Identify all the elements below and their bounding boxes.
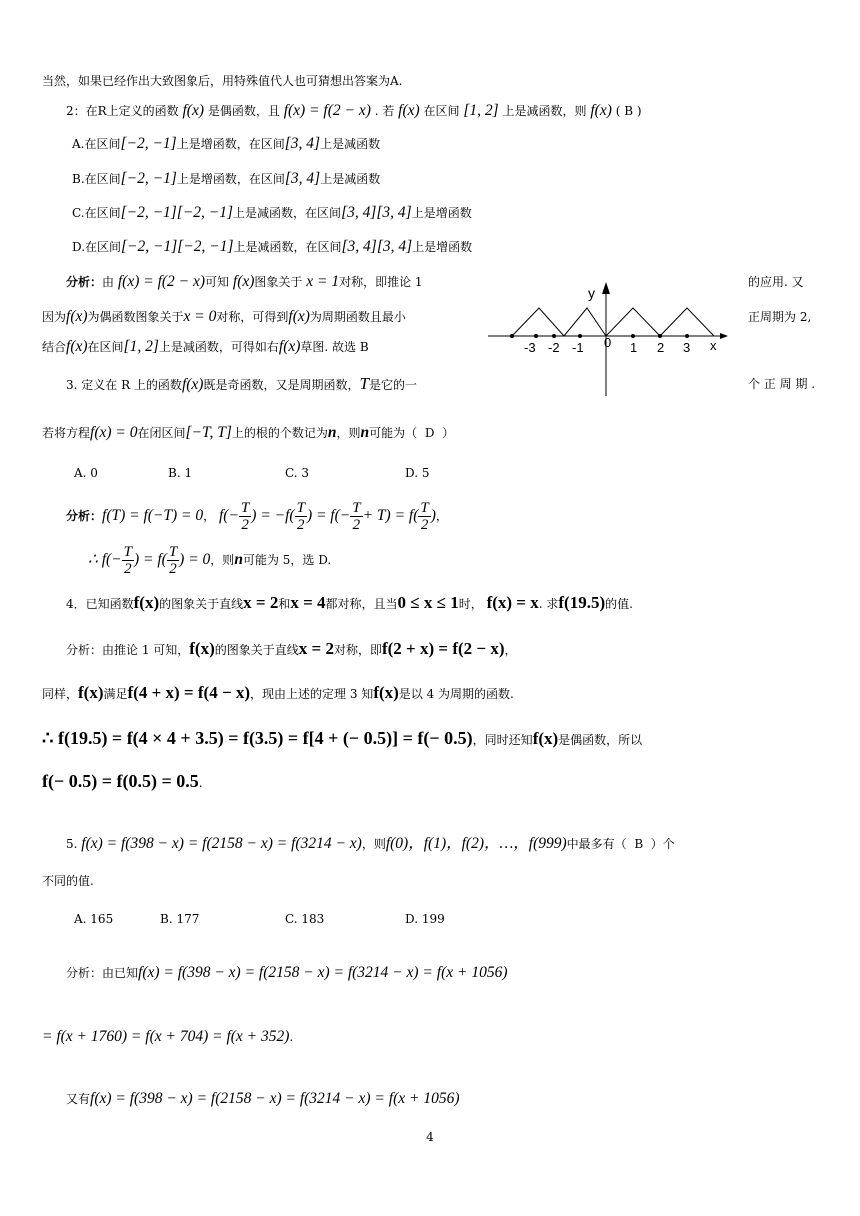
analysis-3-line2: ∴ f(− $\frac{T}{2}$ ) = f( $\frac{T}{2}$ ) = 0，则n可能为 5，选 D. — [88, 544, 332, 577]
tick-labels — [524, 335, 690, 355]
q5-option: D. 199 — [405, 912, 445, 926]
option-c: C.在区间[−2, −1][−2, −1]上是减函数，在区间[3, 4][3, 4]上是增函数 — [72, 204, 472, 221]
analysis-5-line3: 又有f(x) = f(398 − x) = f(2158 − x) = f(3214 − x) = f(x + 1056) — [66, 1090, 460, 1107]
y-axis-arrow — [602, 282, 610, 294]
option-b: B.在区间[−2, −1]上是增函数，在区间[3, 4]上是减函数 — [72, 170, 381, 187]
question-2: 2：在R上定义的函数 f(x) 是偶函数，且 f(x) = f(2 − x) . 若 f(x) 在区间 [1, 2] 上是减函数，则 f(x) ( B ) — [66, 102, 642, 119]
analysis-4-line1: 分析：由推论 1 可知，f(x)的图象关于直线x = 2对称，即f(2 + x) = f(2 − x)， — [66, 639, 517, 658]
tick-label: 1 — [630, 340, 638, 355]
zigzag-curve — [512, 308, 714, 336]
q3-option: D. 5 — [405, 466, 430, 480]
question-5-line1: 5. f(x) = f(398 − x) = f(2158 − x) = f(3214 − x)，则f(0)，f(1)，f(2)，…，f(999)中最多有（ B ）个 — [66, 835, 675, 852]
question-3-line1-right: 个 正 周 期 . — [748, 377, 816, 391]
analysis-2-line3: 结合f(x)在区间[1, 2]上是减函数，可得如右f(x)草图. 故选 B — [42, 338, 369, 355]
q3-option: A. 0 — [74, 466, 98, 480]
question-5-line2: 不同的值. — [42, 874, 94, 888]
analysis-5-line2: = f(x + 1760) = f(x + 704) = f(x + 352). — [42, 1028, 294, 1045]
tick-label: 0 — [604, 335, 612, 350]
tick-label: 2 — [657, 340, 665, 355]
page-number: 4 — [426, 1130, 434, 1144]
analysis-3-line1: 分析：f(T) = f(−T) = 0， f(− $\frac{T}{2}$ ) = −f( $\frac{T}{2}$ ) = f(− $\frac{T}{2}$ + T) = f( $\frac{T}{2}$ )， — [66, 500, 448, 533]
question-4: 4．已知函数f(x)的图象关于直线x = 2和x = 4都对称，且当0 ≤ x ≤ 1时， f(x) = x. 求f(19.5)的值. — [66, 593, 633, 612]
analysis-4-line3: ∴ f(19.5) = f(4 × 4 + 3.5) = f(3.5) = f[4 + (− 0.5)] = f(− 0.5)，同时还知f(x)是偶函数，所以 — [42, 728, 643, 748]
option-d: D.在区间[−2, −1][−2, −1]上是减函数，在区间[3, 4][3, 4]上是增函数 — [72, 238, 473, 255]
analysis-2-line2: 因为f(x)为偶函数图象关于x = 0对称，可得到f(x)为周期函数且最小 — [42, 308, 406, 325]
function-sketch-graph — [488, 278, 728, 396]
q3-option: B. 1 — [168, 466, 193, 480]
analysis-2-line1: 分析：由 f(x) = f(2 − x)可知 f(x)图象关于 x = 1对称，即推论 1 — [66, 273, 423, 290]
text-line: 当然，如果已经作出大致图象后，用特殊值代人也可猜想出答案为A. — [42, 74, 403, 88]
analysis-2-line1-right: 的应用. 又 — [748, 275, 804, 289]
option-a: A.在区间[−2, −1]上是增函数，在区间[3, 4]上是减函数 — [72, 135, 381, 152]
y-label: y — [588, 285, 595, 301]
x-axis-arrow — [720, 333, 728, 339]
tick-label: -2 — [548, 340, 560, 355]
analysis-4-line4: f(− 0.5) = f(0.5) = 0.5. — [42, 771, 203, 791]
question-3-line1: 3. 定义在 R 上的函数f(x)既是奇函数，又是周期函数，T是它的一 — [66, 374, 417, 393]
tick-label: -3 — [524, 340, 536, 355]
x-label: x — [710, 338, 717, 353]
tick-label: -1 — [572, 340, 584, 355]
q5-option: B. 177 — [160, 912, 200, 926]
analysis-5-line1: 分析：由已知f(x) = f(398 − x) = f(2158 − x) = f(3214 − x) = f(x + 1056) — [66, 964, 508, 981]
q3-option: C. 3 — [285, 466, 310, 480]
tick-label: 3 — [683, 340, 691, 355]
question-3-line2: 若将方程f(x) = 0在闭区间[−T, T]上的根的个数记为n，则n可能为（ D ） — [42, 424, 455, 441]
analysis-2-line2-right: 正周期为 2, — [748, 310, 812, 324]
analysis-4-line2: 同样，f(x)满足f(4 + x) = f(4 − x)，现由上述的定理 3 知f(x)是以 4 为周期的函数. — [42, 683, 514, 702]
q5-option: A. 165 — [74, 912, 114, 926]
q5-option: C. 183 — [285, 912, 325, 926]
